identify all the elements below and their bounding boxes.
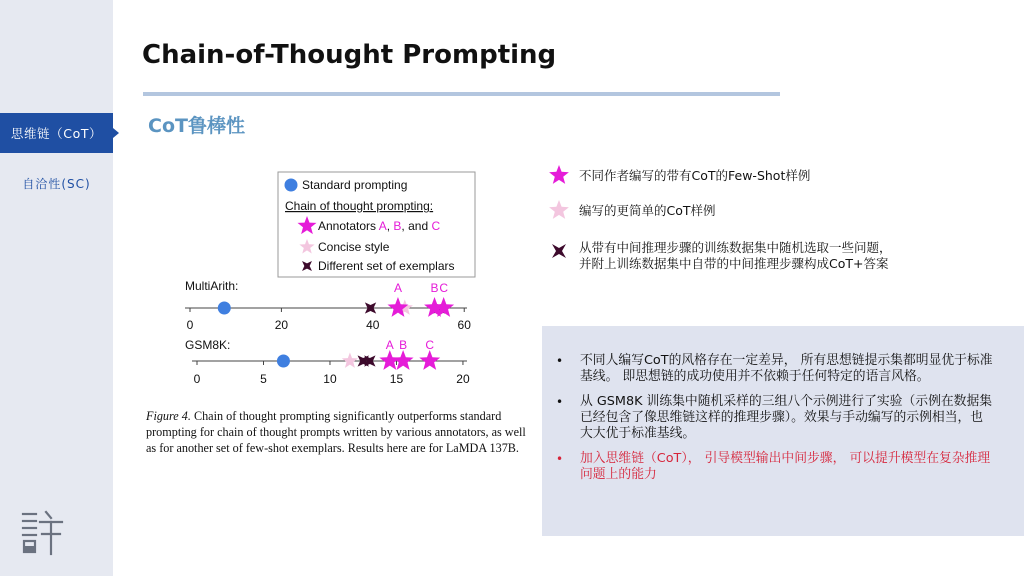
- conclusion-panel: [542, 326, 1024, 536]
- paper-figure: [140, 168, 530, 483]
- tick-label: 0: [193, 372, 201, 386]
- list-item-highlight: • 加入思维链（CoT）， 引导模型输出中间步骤， 可以提升模型在复杂推理问题上的能力: [554, 451, 994, 483]
- annotator-label: C: [425, 338, 435, 352]
- sidebar-item-cot[interactable]: [0, 113, 113, 153]
- tick-label: 60: [457, 318, 471, 332]
- sidebar: [0, 0, 113, 576]
- title-divider: [143, 92, 780, 96]
- tick-label: 5: [260, 372, 267, 386]
- annotator-label: A: [385, 338, 394, 352]
- pink-star-icon: [548, 199, 570, 221]
- legend-row-concise: [548, 199, 716, 221]
- list-item: • 从 GSM8K 训练集中随机采样的三组八个示例进行了实验（示例在数据集已经包含了像思维链这样的推理步骤）。效果与手动编写的示例相当，也大大优于标准基线。: [554, 394, 994, 442]
- dataset-label-multiarith: MultiArith:: [185, 279, 239, 293]
- tick-label: 15: [389, 372, 404, 386]
- legend-cot-header: Chain of thought prompting:: [285, 199, 434, 213]
- section-subtitle: CoT鲁棒性: [148, 115, 245, 137]
- figure-caption-text: Chain of thought prompting significantly outperforms standard prompting for chain of thought prompts written by various annotators, as well as for another set of few-shot exemplars. Results here are for LaMDA 137B.: [146, 409, 526, 455]
- tick-label: 20: [456, 372, 470, 386]
- tick-label: 0: [186, 318, 194, 332]
- legend-text-different: 从带有中间推理步骤的训练数据集中随机选取一些问题， 并附上训练数据集中自带的中间推理步骤构成CoT+答案: [579, 240, 892, 271]
- legend-annotators-label: Annotators A, B, and C: [318, 219, 441, 233]
- sidebar-item-label: 自洽性(SC): [22, 176, 91, 191]
- annotator-label: C: [439, 281, 448, 295]
- logo: [20, 508, 64, 556]
- legend-standard-label: Standard prompting: [302, 178, 408, 192]
- figure-caption-label: Figure 4.: [146, 409, 191, 423]
- legend-standard-marker: [285, 179, 298, 192]
- annotator-label: B: [399, 338, 408, 352]
- annotator-label: A: [393, 281, 402, 295]
- annotator-point: [388, 297, 409, 317]
- standard-point: [277, 355, 290, 368]
- standard-point: [218, 302, 231, 315]
- page-title: Chain-of-Thought Prompting: [142, 40, 557, 70]
- tick-label: 20: [274, 318, 289, 332]
- sidebar-item-sc[interactable]: [0, 163, 113, 203]
- annotator-point: [419, 350, 440, 370]
- tick-label: 40: [366, 318, 380, 332]
- annotator-point: [433, 297, 454, 317]
- dataset-label-gsm8k: GSM8K:: [185, 338, 231, 352]
- legend-different-label: Different set of exemplars: [318, 259, 455, 273]
- magenta-star-icon: [548, 164, 570, 186]
- robustness-chart: [140, 168, 530, 403]
- annotator-label: B: [430, 281, 439, 295]
- legend-row-different: [548, 240, 892, 272]
- tick-label: 10: [323, 372, 337, 386]
- figure-caption: [146, 408, 528, 456]
- legend-text-annotators: 不同作者编写的带有CoT的Few-Shot样例: [579, 168, 811, 183]
- sidebar-item-label: 思维链（CoT）: [10, 126, 103, 141]
- list-item: • 不同人编写CoT的风格存在一定差异， 所有思想链提示集都明显优于标准基线。 即思想链的成功使用并不依赖于任何特定的语言风格。: [554, 353, 994, 385]
- conclusion-list: [554, 353, 994, 492]
- annotator-point: [393, 350, 414, 370]
- concise-point: [342, 353, 358, 368]
- dark-cross-star-icon: [548, 240, 570, 262]
- legend-concise-label: Concise style: [318, 240, 390, 254]
- legend-row-annotators: [548, 164, 810, 186]
- legend-text-concise: 编写的更简单的CoT样例: [579, 203, 716, 218]
